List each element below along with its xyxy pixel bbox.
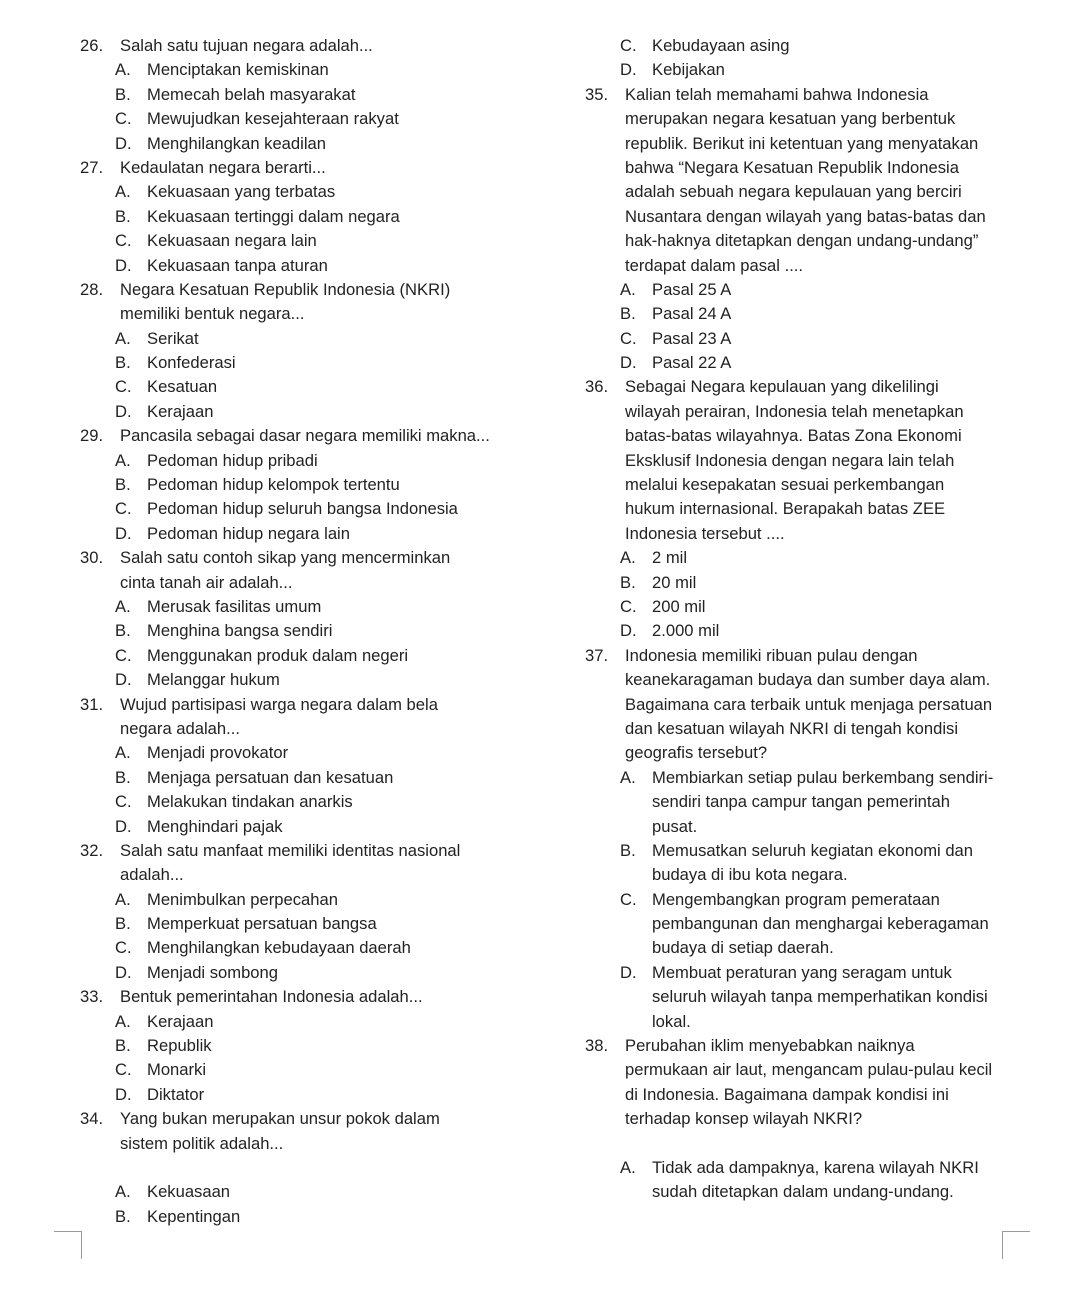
- answer-option: [585, 571, 1055, 595]
- option-letter: B.: [620, 304, 636, 324]
- option-text: Menjadi provokator: [147, 743, 289, 763]
- question-line: [80, 839, 550, 863]
- option-letter: C.: [620, 596, 637, 616]
- option-continuation: [585, 936, 1055, 960]
- answer-option: [80, 1180, 550, 1204]
- option-letter: C.: [620, 889, 637, 909]
- answer-option: [585, 302, 1055, 326]
- option-text: Pasal 23 A: [652, 328, 732, 348]
- option-text: Menimbulkan perpecahan: [147, 889, 338, 909]
- answer-option: [585, 546, 1055, 570]
- question-continuation: [585, 180, 1055, 204]
- option-text: Kerajaan: [147, 401, 214, 421]
- crop-mark-right-horizontal: [1002, 1231, 1030, 1232]
- continuation-text: negara adalah...: [120, 718, 240, 738]
- option-text: Merusak fasilitas umum: [147, 596, 322, 616]
- continuation-text: wilayah perairan, Indonesia telah menetapkan: [625, 401, 964, 421]
- option-letter: B.: [115, 475, 131, 495]
- question-continuation: [585, 668, 1055, 692]
- option-text: Memusatkan seluruh kegiatan ekonomi dan: [652, 840, 974, 860]
- option-text: Menghilangkan kebudayaan daerah: [147, 938, 411, 958]
- question-text: Bentuk pemerintahan Indonesia adalah...: [120, 987, 423, 1007]
- option-letter: D.: [115, 670, 132, 690]
- continuation-text: terdapat dalam pasal ....: [625, 255, 804, 275]
- question-continuation: [585, 449, 1055, 473]
- option-text: Kekuasaan yang terbatas: [147, 182, 336, 202]
- answer-option: [80, 790, 550, 814]
- continuation-text: dan kesatuan wilayah NKRI di tengah kondisi: [625, 718, 959, 738]
- option-letter: D.: [115, 1084, 132, 1104]
- option-text: Tidak ada dampaknya, karena wilayah NKRI: [652, 1157, 979, 1177]
- continuation-text: geografis tersebut?: [625, 743, 768, 763]
- option-letter: A.: [620, 279, 636, 299]
- continuation-text: cinta tanah air adalah...: [120, 572, 293, 592]
- answer-option: [80, 888, 550, 912]
- option-letter: D.: [620, 60, 637, 80]
- answer-option: [80, 1205, 550, 1229]
- question-continuation: [585, 741, 1055, 765]
- answer-option: [585, 961, 1055, 985]
- question-line: [80, 1107, 550, 1131]
- question-number: 37.: [585, 645, 609, 665]
- answer-option: [80, 473, 550, 497]
- option-letter: A.: [115, 450, 131, 470]
- continuation-text: memiliki bentuk negara...: [120, 304, 305, 324]
- option-text: Menjaga persatuan dan kesatuan: [147, 767, 394, 787]
- option-text: Menghindari pajak: [147, 816, 283, 836]
- option-text: Mewujudkan kesejahteraan rakyat: [147, 109, 399, 129]
- question-continuation: [585, 693, 1055, 717]
- option-text: Kekuasaan: [147, 1182, 231, 1202]
- option-text: 20 mil: [652, 572, 697, 592]
- option-letter: C.: [115, 377, 132, 397]
- answer-option: [80, 1010, 550, 1034]
- option-text: Pedoman hidup negara lain: [147, 523, 350, 543]
- option-text: Konfederasi: [147, 353, 236, 373]
- answer-option: [80, 132, 550, 156]
- continuation-text: sistem politik adalah...: [120, 1133, 284, 1153]
- option-letter: A.: [620, 767, 636, 787]
- continuation-text: sudah ditetapkan dalam undang-undang.: [652, 1182, 954, 1202]
- answer-option: [80, 1034, 550, 1058]
- option-text: Kebijakan: [652, 60, 725, 80]
- question-line: [80, 546, 550, 570]
- option-letter: C.: [115, 1060, 132, 1080]
- option-continuation: [585, 1180, 1055, 1204]
- answer-option: [80, 668, 550, 692]
- continuation-text: republik. Berikut ini ketentuan yang menyatakan: [625, 133, 979, 153]
- continuation-text: di Indonesia. Bagaimana dampak kondisi ini: [625, 1084, 949, 1104]
- continuation-text: seluruh wilayah tanpa memperhatikan kondisi: [652, 987, 988, 1007]
- option-letter: D.: [620, 353, 637, 373]
- option-letter: A.: [115, 328, 131, 348]
- answer-option: [80, 912, 550, 936]
- question-text: Wujud partisipasi warga negara dalam bela: [120, 694, 438, 714]
- right-column: [585, 34, 1055, 1205]
- option-continuation: [585, 815, 1055, 839]
- question-continuation: [585, 156, 1055, 180]
- option-letter: C.: [115, 792, 132, 812]
- option-text: Republik: [147, 1036, 212, 1056]
- option-letter: A.: [115, 889, 131, 909]
- continuation-text: lokal.: [652, 1011, 691, 1031]
- answer-option: [80, 205, 550, 229]
- answer-option: [80, 741, 550, 765]
- answer-option: [80, 522, 550, 546]
- answer-option: [80, 83, 550, 107]
- answer-option: [585, 58, 1055, 82]
- answer-option: [585, 327, 1055, 351]
- question-number: 38.: [585, 1036, 609, 1056]
- option-letter: B.: [115, 914, 131, 934]
- question-line: [80, 693, 550, 717]
- crop-mark-right-vertical: [1002, 1231, 1003, 1259]
- question-line: [80, 424, 550, 448]
- option-text: Kesatuan: [147, 377, 218, 397]
- question-line: [80, 278, 550, 302]
- answer-option: [80, 254, 550, 278]
- option-text: Kerajaan: [147, 1011, 214, 1031]
- option-letter: D.: [620, 962, 637, 982]
- option-text: Menjadi sombong: [147, 962, 278, 982]
- option-letter: B.: [620, 840, 636, 860]
- blank-line: [80, 1156, 550, 1180]
- option-letter: D.: [115, 255, 132, 275]
- question-text: Kalian telah memahami bahwa Indonesia: [625, 84, 929, 104]
- option-text: 2 mil: [652, 548, 688, 568]
- option-text: Memperkuat persatuan bangsa: [147, 914, 377, 934]
- continuation-text: hak-haknya ditetapkan dengan undang-undang”: [625, 231, 979, 251]
- continuation-text: adalah...: [120, 865, 184, 885]
- question-number: 27.: [80, 157, 104, 177]
- question-line: [585, 1034, 1055, 1058]
- option-text: Kebudayaan asing: [652, 36, 790, 55]
- question-number: 36.: [585, 377, 609, 397]
- question-number: 32.: [80, 840, 104, 860]
- option-continuation: [585, 1010, 1055, 1034]
- question-text: Pancasila sebagai dasar negara memiliki makna...: [120, 426, 490, 446]
- answer-option: [585, 619, 1055, 643]
- option-text: Serikat: [147, 328, 199, 348]
- continuation-text: pembangunan dan menghargai keberagaman: [652, 914, 989, 934]
- answer-option: [80, 449, 550, 473]
- option-letter: D.: [115, 133, 132, 153]
- answer-option: [80, 815, 550, 839]
- option-letter: D.: [620, 621, 637, 641]
- question-number: 34.: [80, 1109, 104, 1129]
- option-text: Kekuasaan tertinggi dalam negara: [147, 206, 400, 226]
- answer-option: [80, 375, 550, 399]
- option-text: Menciptakan kemiskinan: [147, 60, 329, 80]
- continuation-text: keanekaragaman budaya dan sumber daya alam.: [625, 670, 991, 690]
- option-letter: C.: [115, 938, 132, 958]
- option-text: Kepentingan: [147, 1206, 241, 1226]
- answer-option: [80, 497, 550, 521]
- question-number: 30.: [80, 548, 104, 568]
- option-letter: B.: [620, 572, 636, 592]
- option-letter: C.: [115, 109, 132, 129]
- option-text: Diktator: [147, 1084, 205, 1104]
- answer-option: [80, 644, 550, 668]
- option-text: Pasal 22 A: [652, 353, 732, 373]
- answer-option: [80, 400, 550, 424]
- question-number: 28.: [80, 279, 104, 299]
- option-letter: D.: [115, 401, 132, 421]
- answer-option: [80, 180, 550, 204]
- continuation-text: hukum internasional. Berapakah batas ZEE: [625, 499, 946, 519]
- answer-option: [585, 1156, 1055, 1180]
- continuation-text: Eksklusif Indonesia dengan negara lain telah: [625, 450, 955, 470]
- question-continuation: [585, 132, 1055, 156]
- question-continuation: [80, 571, 550, 595]
- option-letter: B.: [115, 767, 131, 787]
- continuation-text: Indonesia tersebut ....: [625, 523, 785, 543]
- continuation-text: Nusantara dengan wilayah yang batas-batas dan: [625, 206, 986, 226]
- continuation-text: terhadap konsep wilayah NKRI?: [625, 1109, 863, 1129]
- question-text: Perubahan iklim menyebabkan naiknya: [625, 1036, 915, 1056]
- option-letter: A.: [115, 1011, 131, 1031]
- continuation-text: pusat.: [652, 816, 698, 836]
- crop-mark-left-vertical: [81, 1231, 82, 1259]
- answer-option: [585, 278, 1055, 302]
- option-letter: C.: [115, 231, 132, 251]
- option-letter: B.: [115, 206, 131, 226]
- option-letter: D.: [115, 523, 132, 543]
- question-text: Yang bukan merupakan unsur pokok dalam: [120, 1109, 440, 1129]
- question-text: Salah satu manfaat memiliki identitas nasional: [120, 840, 461, 860]
- question-continuation: [80, 717, 550, 741]
- question-continuation: [585, 1107, 1055, 1131]
- option-letter: A.: [115, 743, 131, 763]
- continuation-text: budaya di ibu kota negara.: [652, 865, 848, 885]
- question-continuation: [585, 1058, 1055, 1082]
- option-continuation: [585, 912, 1055, 936]
- option-letter: B.: [115, 353, 131, 373]
- question-text: Kedaulatan negara berarti...: [120, 157, 326, 177]
- option-text: 200 mil: [652, 596, 706, 616]
- continuation-text: bahwa “Negara Kesatuan Republik Indonesia: [625, 157, 959, 177]
- continuation-text: merupakan negara kesatuan yang berbentuk: [625, 109, 956, 129]
- question-line: [585, 644, 1055, 668]
- answer-option: [80, 961, 550, 985]
- question-number: 33.: [80, 987, 104, 1007]
- option-letter: A.: [115, 60, 131, 80]
- option-letter: B.: [115, 1206, 131, 1226]
- option-text: Pedoman hidup seluruh bangsa Indonesia: [147, 499, 458, 519]
- question-continuation: [585, 522, 1055, 546]
- option-text: Menghina bangsa sendiri: [147, 621, 333, 641]
- answer-option: [80, 619, 550, 643]
- option-text: Pedoman hidup kelompok tertentu: [147, 475, 400, 495]
- option-letter: A.: [115, 1182, 131, 1202]
- question-continuation: [585, 717, 1055, 741]
- question-continuation: [585, 107, 1055, 131]
- question-line: [585, 375, 1055, 399]
- option-text: Memecah belah masyarakat: [147, 84, 356, 104]
- option-letter: D.: [115, 962, 132, 982]
- left-column: [80, 34, 550, 1229]
- option-text: 2.000 mil: [652, 621, 720, 641]
- question-continuation: [585, 473, 1055, 497]
- question-number: 35.: [585, 84, 609, 104]
- question-continuation: [585, 254, 1055, 278]
- blank-line: [585, 1132, 1055, 1156]
- option-letter: B.: [115, 621, 131, 641]
- answer-option: [80, 58, 550, 82]
- question-line: [80, 985, 550, 1009]
- option-letter: C.: [115, 645, 132, 665]
- question-continuation: [585, 424, 1055, 448]
- question-continuation: [585, 229, 1055, 253]
- option-letter: D.: [115, 816, 132, 836]
- option-text: Membuat peraturan yang seragam untuk: [652, 962, 952, 982]
- answer-option: [80, 1083, 550, 1107]
- question-line: [80, 156, 550, 180]
- option-continuation: [585, 790, 1055, 814]
- question-text: Indonesia memiliki ribuan pulau dengan: [625, 645, 918, 665]
- option-continuation: [585, 985, 1055, 1009]
- question-number: 31.: [80, 694, 104, 714]
- continuation-text: melalui kesepakatan sesuai perkembangan: [625, 475, 945, 495]
- question-text: Negara Kesatuan Republik Indonesia (NKRI): [120, 279, 451, 299]
- question-text: Salah satu contoh sikap yang mencerminkan: [120, 548, 451, 568]
- question-continuation: [80, 302, 550, 326]
- answer-option: [585, 766, 1055, 790]
- option-text: Menghilangkan keadilan: [147, 133, 326, 153]
- answer-option: [585, 839, 1055, 863]
- question-continuation: [585, 1083, 1055, 1107]
- option-letter: A.: [620, 1157, 636, 1177]
- continuation-text: budaya di setiap daerah.: [652, 938, 834, 958]
- option-text: Mengembangkan program pemerataan: [652, 889, 940, 909]
- answer-option: [80, 766, 550, 790]
- answer-option: [80, 936, 550, 960]
- question-continuation: [585, 497, 1055, 521]
- option-letter: A.: [115, 182, 131, 202]
- option-letter: A.: [620, 548, 636, 568]
- question-text: Sebagai Negara kepulauan yang dikelilingi: [625, 377, 939, 397]
- answer-option: [80, 107, 550, 131]
- option-text: Pasal 25 A: [652, 279, 732, 299]
- answer-option: [585, 595, 1055, 619]
- question-text: Salah satu tujuan negara adalah...: [120, 36, 373, 55]
- answer-option: [585, 888, 1055, 912]
- option-text: Menggunakan produk dalam negeri: [147, 645, 409, 665]
- option-text: Pedoman hidup pribadi: [147, 450, 318, 470]
- option-text: Melanggar hukum: [147, 670, 280, 690]
- question-continuation: [585, 400, 1055, 424]
- answer-option: [80, 1058, 550, 1082]
- question-number: 29.: [80, 426, 104, 446]
- option-text: Pasal 24 A: [652, 304, 732, 324]
- question-continuation: [80, 863, 550, 887]
- continuation-text: permukaan air laut, mengancam pulau-pulau kecil: [625, 1060, 993, 1080]
- continuation-text: Bagaimana cara terbaik untuk menjaga persatuan: [625, 694, 993, 714]
- option-letter: C.: [620, 328, 637, 348]
- option-text: Kekuasaan negara lain: [147, 231, 317, 251]
- option-letter: A.: [115, 596, 131, 616]
- answer-option: [80, 327, 550, 351]
- continuation-text: adalah sebuah negara kepulauan yang berciri: [625, 182, 962, 202]
- option-letter: C.: [115, 499, 132, 519]
- question-continuation: [80, 1132, 550, 1156]
- option-letter: B.: [115, 84, 131, 104]
- question-line: [80, 34, 550, 58]
- option-letter: C.: [620, 36, 637, 55]
- question-number: 26.: [80, 36, 104, 55]
- option-letter: B.: [115, 1036, 131, 1056]
- answer-option: [585, 351, 1055, 375]
- continuation-text: sendiri tanpa campur tangan pemerintah: [652, 792, 950, 812]
- option-continuation: [585, 863, 1055, 887]
- option-text: Kekuasaan tanpa aturan: [147, 255, 328, 275]
- option-text: Melakukan tindakan anarkis: [147, 792, 353, 812]
- option-text: Monarki: [147, 1060, 207, 1080]
- option-text: Membiarkan setiap pulau berkembang sendiri-: [652, 767, 994, 787]
- question-line: [585, 83, 1055, 107]
- answer-option: [585, 34, 1055, 58]
- answer-option: [80, 595, 550, 619]
- answer-option: [80, 351, 550, 375]
- question-continuation: [585, 205, 1055, 229]
- crop-mark-left-horizontal: [54, 1231, 82, 1232]
- continuation-text: batas-batas wilayahnya. Batas Zona Ekonomi: [625, 426, 962, 446]
- answer-option: [80, 229, 550, 253]
